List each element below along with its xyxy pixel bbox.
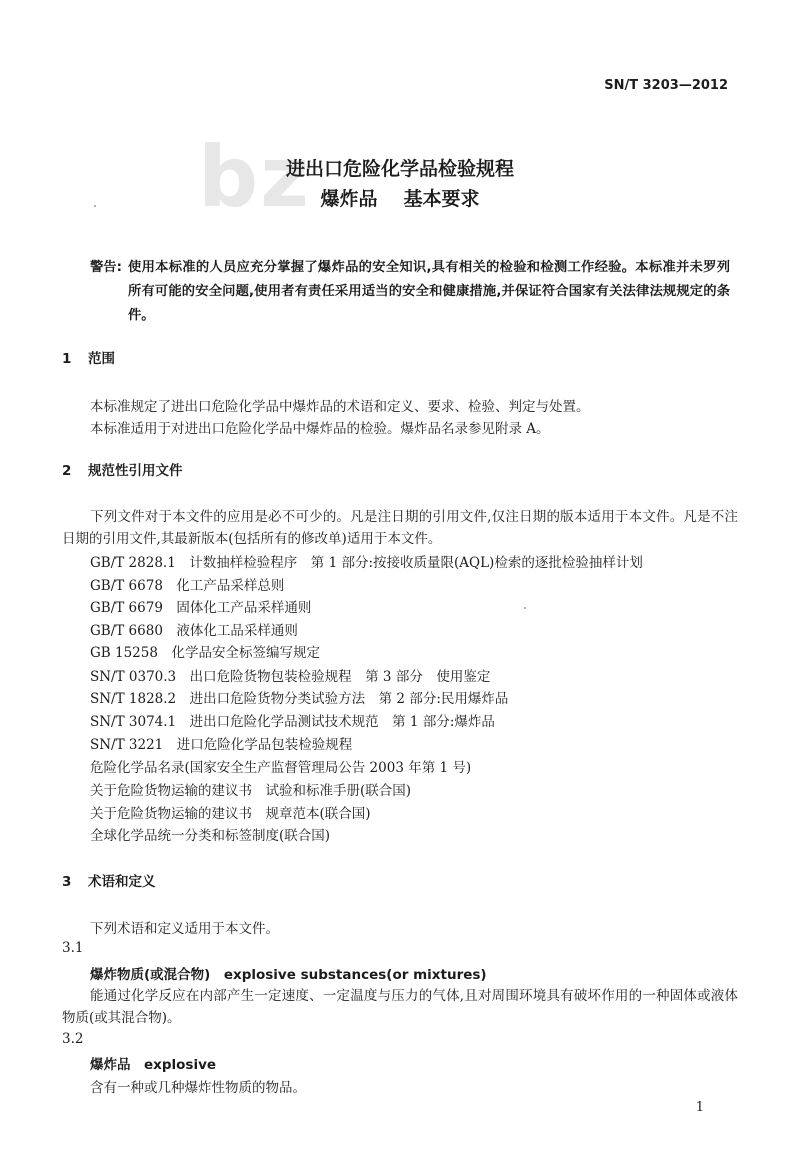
section-2-heading — [62, 459, 183, 479]
term-number: 3.1 — [62, 940, 84, 956]
warning-text: 使用本标准的人员应充分掌握了爆炸品的安全知识,具有相关的检验和检测工作经验。本标准并未罗列所有可能的安全问题,使用者有责任采用适当的安全和健康措施,并保证符合国家有关法律法规规定的条件。 — [128, 260, 730, 323]
reference-item: SN/T 3074.1 进出口危险化学品测试技术规范 第 1 部分:爆炸品 — [90, 714, 495, 730]
section-2-intro: 下列文件对于本文件的应用是必不可少的。凡是注日期的引用文件,仅注日期的版本适用于本文件。凡是不注日期的引用文件,其最新版本(包括所有的修改单)适用于本文件。 — [62, 509, 738, 547]
subtitle-part-b: 基本要求 — [403, 188, 480, 210]
reference-item: SN/T 3221 进口危险化学品包装检验规程 — [90, 737, 353, 753]
section-3-intro: 下列术语和定义适用于本文件。 — [90, 921, 279, 937]
reference-item: GB 15258 化学品安全标签编写规定 — [90, 645, 320, 661]
section-1-heading — [62, 347, 115, 367]
reference-item: GB/T 2828.1 计数抽样检验程序 第 1 部分:按接收质量限(AQL)检索的逐批检验抽样计划 — [90, 555, 643, 571]
scan-speck — [524, 607, 526, 609]
term-name: 爆炸物质(或混合物) explosive substances(or mixtures) — [90, 967, 487, 983]
section-1-paragraph-2: 本标准适用于对进出口危险化学品中爆炸品的检验。爆炸品名录参见附录 A。 — [90, 421, 550, 437]
reference-item: 关于危险货物运输的建议书 试验和标准手册(联合国) — [90, 783, 412, 799]
reference-item: GB/T 6679 固体化工产品采样通则 — [90, 600, 312, 616]
watermark: bz — [198, 128, 312, 226]
reference-item: 全球化学品统一分类和标签制度(联合国) — [90, 828, 331, 844]
standard-code: SN/T 3203—2012 — [604, 78, 728, 93]
term-definition: 含有一种或几种爆炸性物质的物品。 — [90, 1080, 306, 1096]
section-number: 2 — [62, 463, 72, 479]
section-title: 范围 — [88, 351, 115, 367]
reference-item: GB/T 6680 液体化工品采样通则 — [90, 623, 298, 639]
reference-item: SN/T 1828.2 进出口危险货物分类试验方法 第 2 部分:民用爆炸品 — [90, 691, 509, 707]
document-title: 进出口危险化学品检验规程 — [285, 158, 514, 180]
reference-item: 危险化学品名录(国家安全生产监督管理局公告 2003 年第 1 号) — [90, 760, 472, 776]
section-number: 3 — [62, 874, 72, 890]
reference-item: GB/T 6678 化工产品采样总则 — [90, 578, 285, 594]
section-1-paragraph-1: 本标准规定了进出口危险化学品中爆炸品的术语和定义、要求、检验、判定与处置。 — [90, 399, 590, 415]
term-definition: 能通过化学反应在内部产生一定速度、一定温度与压力的气体,且对周围环境具有破坏作用的一种固体或液体物质(或其混合物)。 — [62, 988, 738, 1026]
scan-speck — [94, 205, 96, 207]
subtitle-part-a: 爆炸品 — [320, 188, 378, 210]
reference-item: SN/T 0370.3 出口危险货物包装检验规程 第 3 部分 使用鉴定 — [90, 669, 491, 685]
term-number: 3.2 — [62, 1031, 84, 1047]
page-number: 1 — [695, 1100, 704, 1115]
section-3-heading — [62, 870, 156, 890]
section-title: 规范性引用文件 — [88, 463, 183, 479]
reference-item: 关于危险货物运输的建议书 规章范本(联合国) — [90, 806, 371, 822]
term-name: 爆炸品 explosive — [90, 1057, 217, 1073]
section-title: 术语和定义 — [88, 874, 156, 890]
document-subtitle — [0, 184, 800, 211]
warning-label: 警告: — [90, 260, 122, 275]
warning-block — [90, 256, 730, 328]
section-number: 1 — [62, 351, 72, 367]
